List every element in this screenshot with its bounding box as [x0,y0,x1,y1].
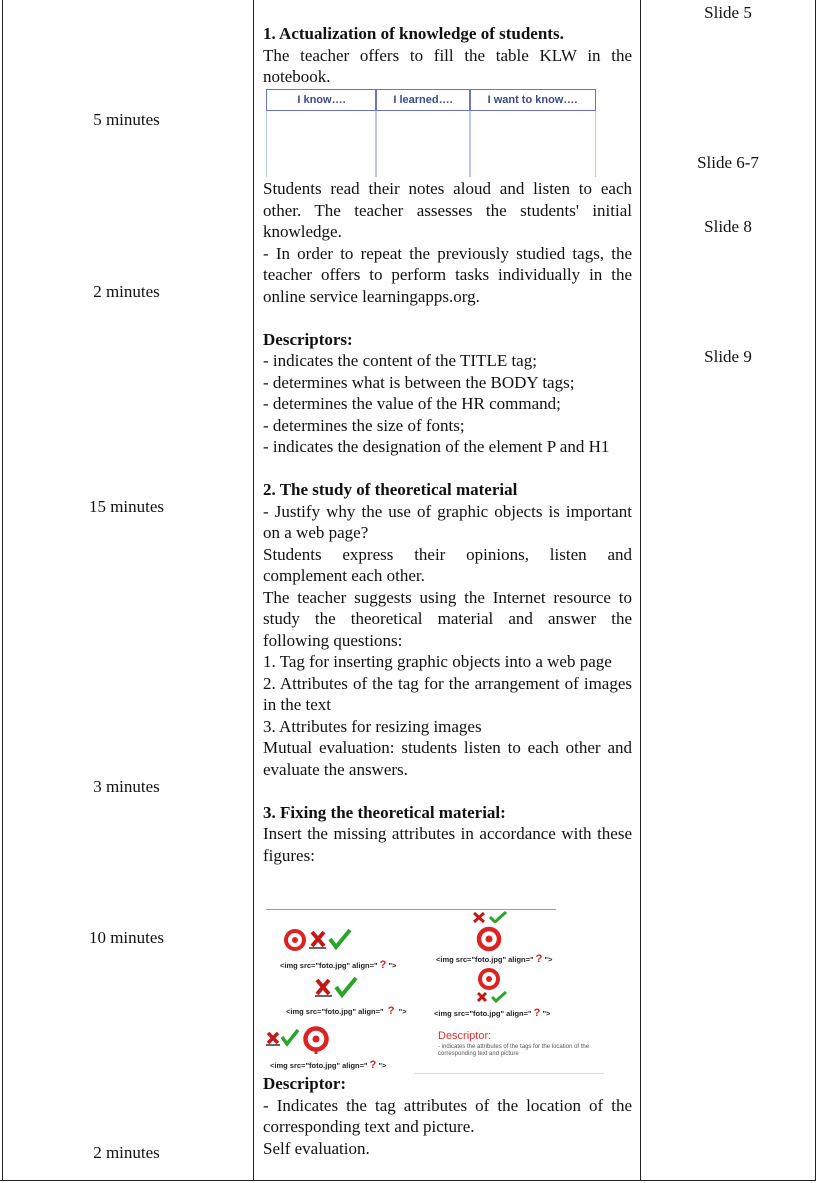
descriptor-item: - determines what is between the BODY tags; [263,372,575,392]
klw-header-learned: I learned…. [375,89,471,111]
x-check-icon [314,977,364,999]
section-2-line: The teacher suggests using the Internet resource to study the theoretical material and answer the following questions: [263,587,632,650]
section-2-line: 2. Attributes of the tag for the arrangement of images in the text [263,673,632,714]
slide-label: Slide 9 [704,347,752,366]
figure-descriptor-text: - indicates the attributes of the tags for the location of the corresponding text and picture [438,1044,590,1057]
section-1-intro [263,23,632,88]
x-check-icon [472,911,518,923]
img-code: <img src="foto.jpg" align=" ? "> [434,1007,551,1019]
klw-cell [375,111,471,177]
descriptor-item: - indicates the designation of the element P and H1 [263,437,610,456]
time-label: 3 minutes [93,777,160,796]
klw-cell [469,111,596,177]
klw-cell [266,111,377,177]
klw-header-want: I want to know…. [469,89,596,111]
time-label: 2 minutes [93,1143,160,1162]
section-2-line: Mutual evaluation: students listen to each other and evaluate the answers. [263,738,632,779]
section-1-heading: 1. Actualization of knowledge of students. [263,24,564,43]
spacer [263,458,632,480]
descriptor-item: - determines the value of the HR command; [263,394,561,413]
section-3-descriptor-heading: Descriptor: [263,1074,347,1093]
descriptor-item: - determines the size of fonts; [263,415,465,435]
target-x-check-icon [284,927,354,953]
figure-descriptor-title: Descriptor: [438,1030,492,1042]
slide-label: Slide 6-7 [697,153,759,172]
section-2-line: 1. Tag for inserting graphic objects into a web page [263,652,612,671]
time-label: 15 minutes [88,497,165,516]
column-divider-1 [253,0,254,1181]
time-label: 5 minutes [93,110,160,129]
section-1-intro-text: The teacher offers to fill the table KLW in the notebook. [263,45,632,86]
section-3-heading: 3. Fixing the theoretical material: [263,802,506,822]
section-2-line: Students express their opinions, listen and complement each other. [263,544,632,585]
spacer [263,307,632,329]
section-3-descriptor-text: - Indicates the tag attributes of the location of the corresponding text and picture. [263,1095,632,1136]
table-border-left [2,0,3,1181]
descriptors-heading: Descriptors: [263,329,353,349]
slide-label: Slide 5 [704,3,752,22]
alignment-figure [264,909,608,1075]
klw-header-know: I know…. [266,89,377,111]
section-2-heading: 2. The study of theoretical material [263,480,518,499]
target-icon [474,925,504,953]
self-evaluation: Self evaluation. [263,1138,370,1158]
figure-top-rule [266,909,556,910]
time-label: 10 minutes [88,928,165,947]
spacer [263,780,632,802]
x-check-icon [476,991,516,1003]
section-3-descriptor [263,1073,632,1159]
img-code: <img src="foto.jpg" align=" ? "> [286,1005,407,1017]
klw-table [266,89,596,177]
slide-label: Slide 8 [704,217,752,236]
section-2-line: 3. Attributes for resizing images [263,716,482,736]
img-code: <img src="foto.jpg" align=" ? "> [280,959,397,971]
column-divider-2 [640,0,641,1181]
section-2-line: - Justify why the use of graphic objects is important on a web page? [263,501,632,542]
section-3-intro: Insert the missing attributes in accordance with these figures: [263,824,632,865]
target-icon [474,967,504,991]
section-1-body [263,178,632,866]
table-border-bottom [0,1180,816,1181]
section-1-task: - In order to repeat the previously studied tags, the teacher offers to perform tasks individually in the online service learningapps.org. [263,243,632,306]
time-label: 2 minutes [93,282,160,301]
descriptor-item: - indicates the content of the TITLE tag; [263,351,537,370]
img-code: <img src="foto.jpg" align=" ? "> [270,1059,387,1071]
x-check-target-icon [266,1025,332,1055]
img-code: <img src="foto.jpg" align=" ? "> [436,953,553,965]
section-1-after-table: Students read their notes aloud and listen to each other. The teacher assesses the students' initial knowledge. [263,179,632,241]
